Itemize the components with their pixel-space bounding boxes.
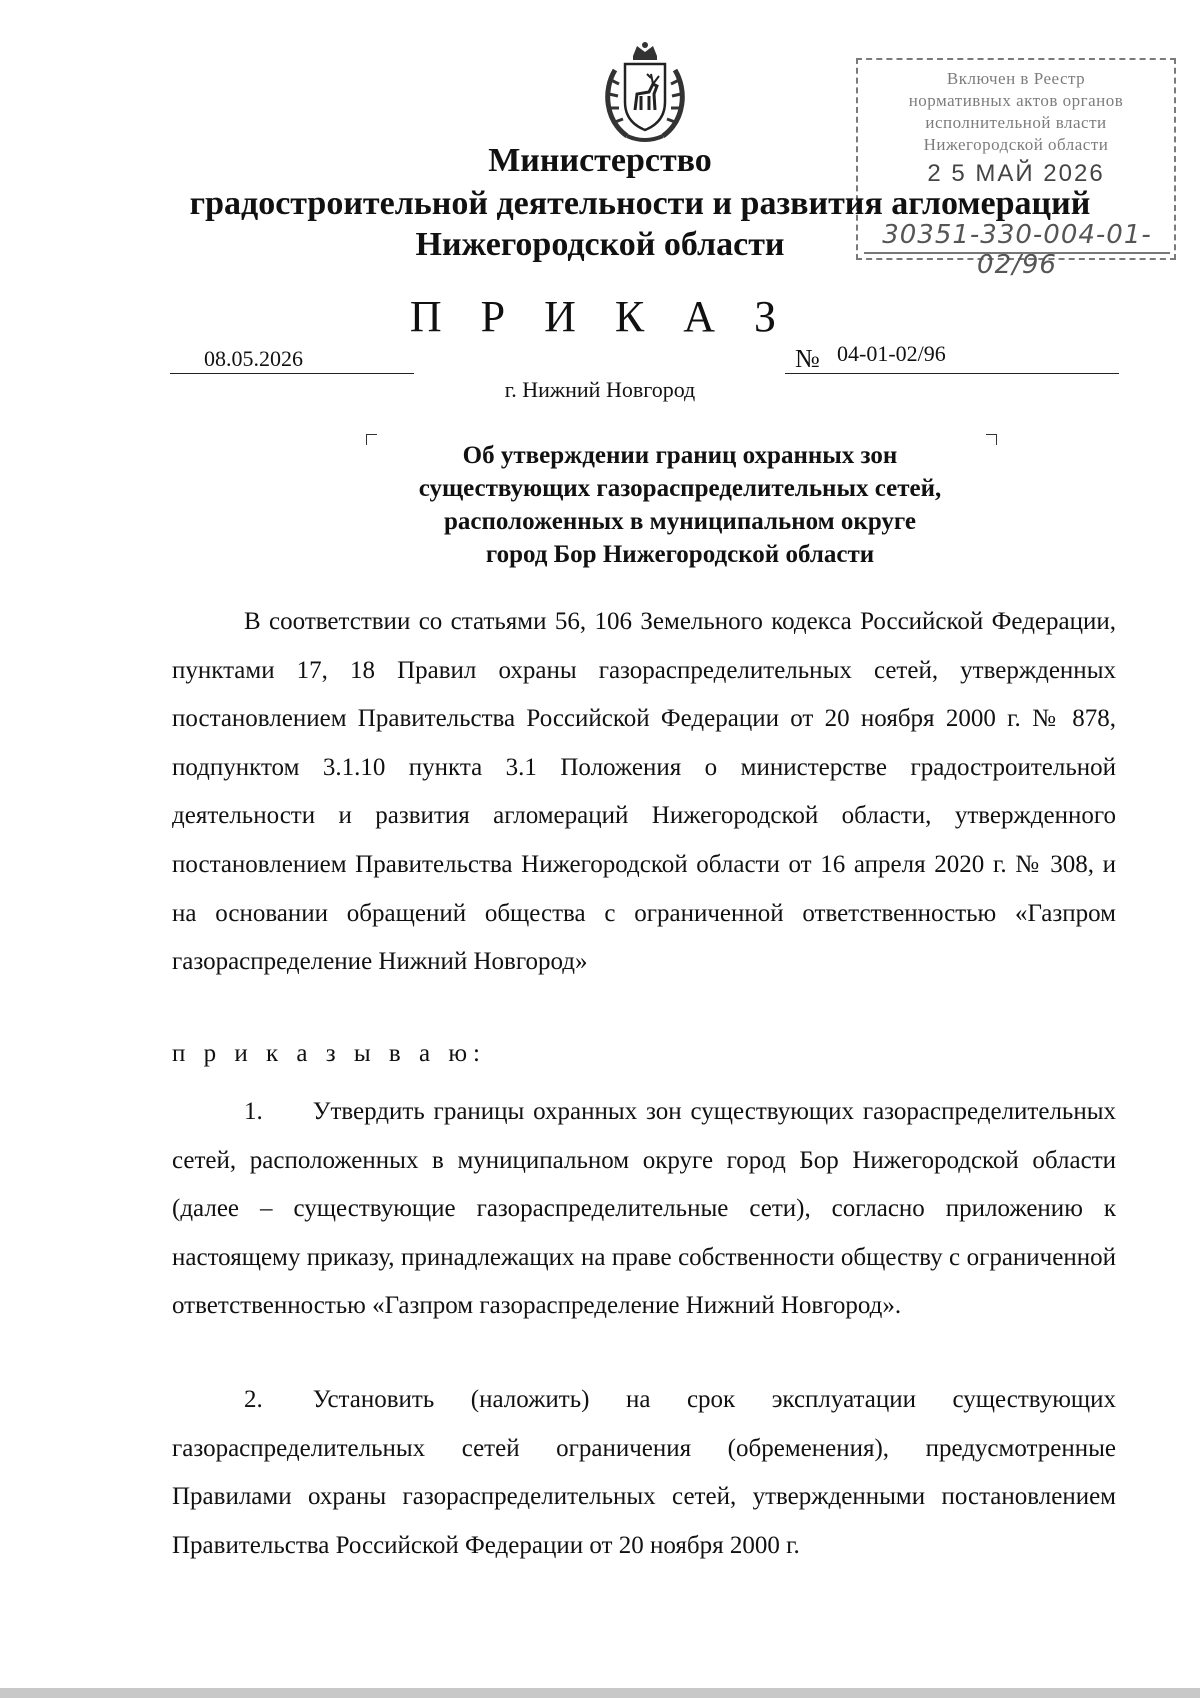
page-bottom-edge bbox=[0, 1688, 1200, 1698]
coat-of-arms-icon bbox=[597, 40, 693, 146]
number-underline bbox=[785, 373, 1119, 374]
subject-line: Об утверждении границ охранных зон bbox=[462, 442, 898, 469]
subject-line: существующих газораспределительных сетей, bbox=[418, 475, 942, 502]
date-underline bbox=[170, 373, 414, 374]
stamp-line: исполнительной власти bbox=[925, 113, 1107, 132]
document-date: 08.05.2026 bbox=[204, 346, 303, 371]
stamp-line: Включен в Реестр bbox=[946, 69, 1086, 88]
ministry-region: Нижегородской области bbox=[415, 226, 785, 263]
subject-line: город Бор Нижегородской области bbox=[485, 541, 875, 568]
preamble-paragraph: В соответствии со статьями 56, 106 Земельного кодекса Российской Федерации, пунктами 17, 18 Правил охраны газораспределительных сетей, утвержденных постановлением Правительства Российской Федерации от 20 ноября 2000 г. № 878, подпунктом 3.1.10 пункта 3.1 Положения о министерстве градостроительной деятельности и развития агломераций Нижегородской области, утвержденного постановлением Правительства Нижегородской области от 16 апреля 2020 г. № 308, и на основании обращений общества с ограниченной ответственностью «Газпром газораспределение Нижний Новгород» bbox=[172, 608, 1116, 976]
city-name: г. Нижний Новгород bbox=[504, 377, 696, 402]
document-type: П Р И К А З bbox=[409, 292, 791, 341]
stamp-line: Нижегородской области bbox=[923, 135, 1109, 154]
stamp-line: нормативных актов органов bbox=[908, 91, 1124, 110]
stamp-date: 2 5 МАЙ 2026 bbox=[927, 160, 1105, 187]
document-number: 04-01-02/96 bbox=[837, 341, 946, 366]
orders-word: п р и к а з ы в а ю: bbox=[172, 1040, 486, 1067]
subject-line: расположенных в муниципальном округе bbox=[443, 508, 917, 535]
order-item-1: 1. Утвердить границы охранных зон существующих газораспределительных сетей, расположенных в муниципальном округе город Бор Нижегородской области (далее – существующие газораспределительные сети), согласно приложению к настоящему приказу, принадлежащих на праве собственности обществу с ограниченной ответственностью «Газпром газораспределение Нижний Новгород». bbox=[172, 1098, 1116, 1320]
document-subject bbox=[340, 439, 1020, 571]
number-label: № bbox=[795, 344, 820, 373]
ministry-title: Министерство bbox=[488, 142, 712, 179]
order-item-2: 2. Установить (наложить) на срок эксплуатации существующих газораспределительных сетей ограничения (обременения), предусмотренные Правилами охраны газораспределительных сетей, утвержденными постановлением Правительства Российской Федерации от 20 ноября 2000 г. bbox=[172, 1386, 1116, 1559]
stamp-registration-number: 30351-330-004-01-02/96 bbox=[882, 220, 1152, 280]
ministry-name: градостроительной деятельности и развития агломераций bbox=[189, 185, 1091, 222]
